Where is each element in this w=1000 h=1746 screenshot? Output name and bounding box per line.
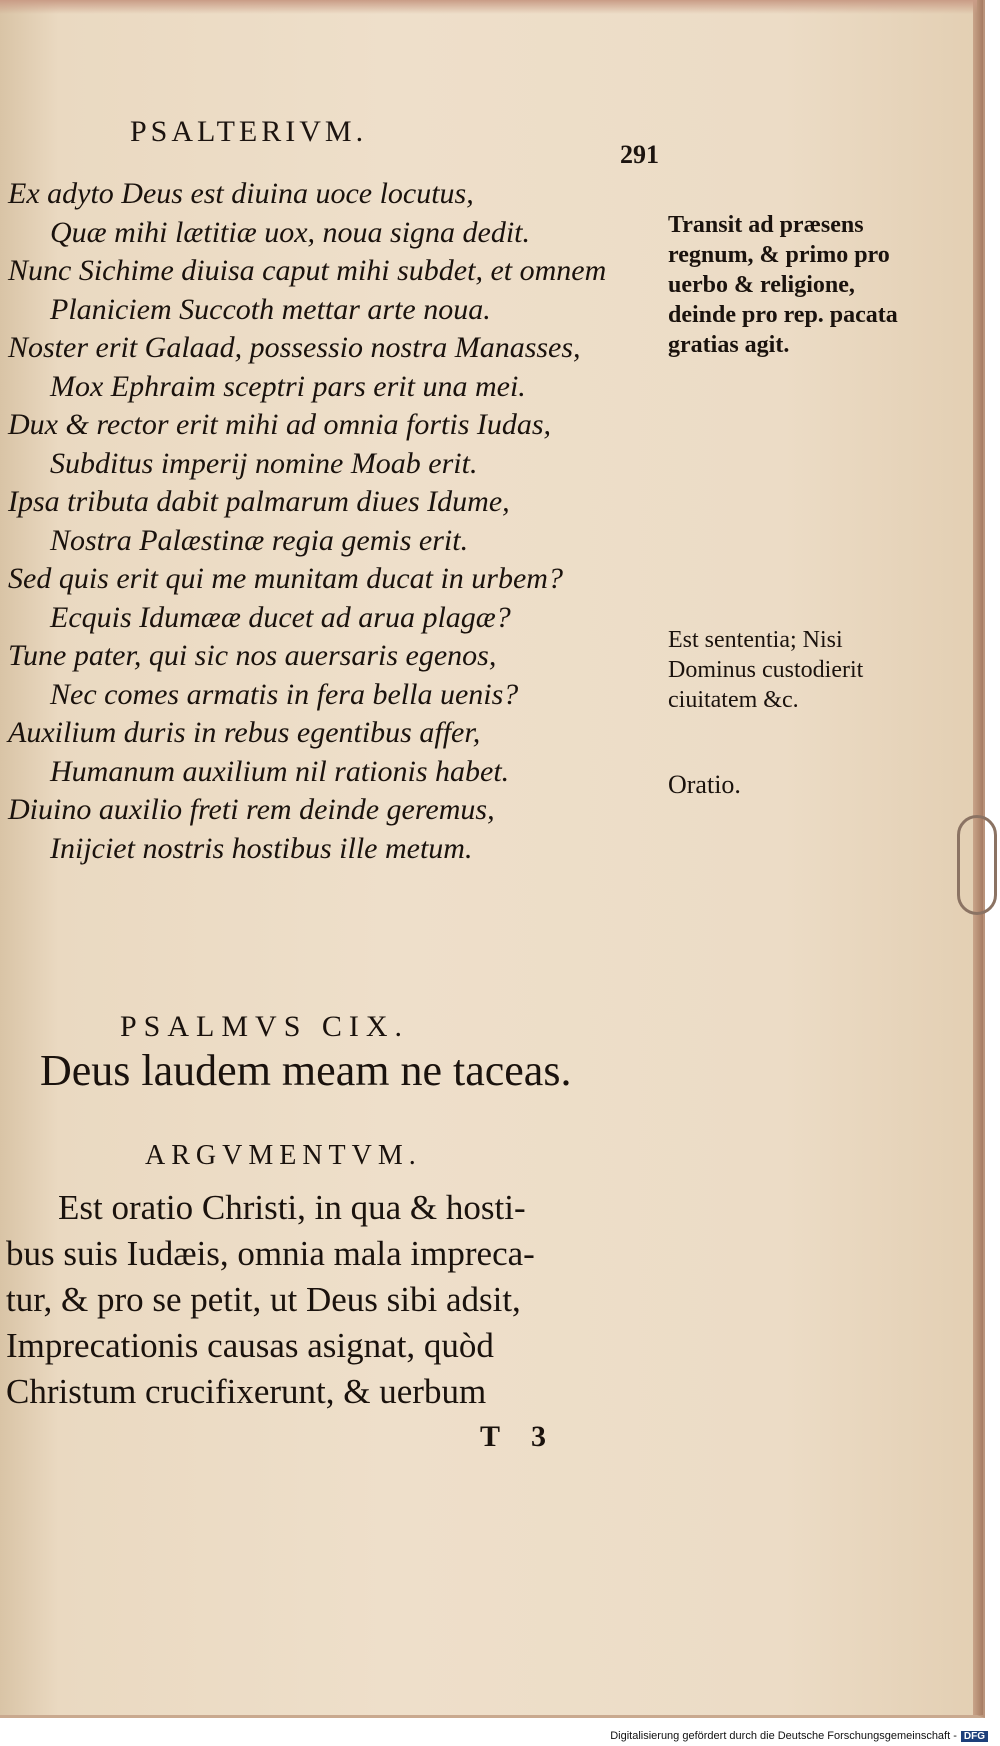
prose-line: Imprecationis causas asignat, quòd — [6, 1326, 494, 1365]
poem-line: Humanum auxilium nil rationis habet. — [50, 754, 510, 788]
prose-line: Christum crucifixerunt, & uerbum — [6, 1372, 487, 1411]
page-clip — [957, 815, 997, 915]
poem-line: Ipsa tributa dabit palmarum diues Idume, — [8, 485, 510, 518]
poem-line: Inijciet nostris hostibus ille metum. — [50, 831, 473, 865]
prose-line: tur, & pro se petit, ut Deus sibi adsit, — [6, 1280, 521, 1319]
signature-mark: T 3 — [480, 1420, 558, 1453]
psalm-title: PSALMVS CIX. — [120, 1010, 410, 1043]
poem-line: Mox Ephraim sceptri pars erit una mei. — [50, 369, 526, 403]
footer-text: Digitalisierung gefördert durch die Deutsche Forschungsgemeinschaft - — [610, 1730, 957, 1742]
argumentum-heading: ARGVMENTVM. — [145, 1140, 422, 1171]
footer-credit — [610, 1730, 988, 1742]
poem-line: Nostra Palæstinæ regia gemis erit. — [50, 523, 469, 557]
poem-line: Quæ mihi lætitiæ uox, noua signa dedit. — [50, 215, 531, 249]
poem-line: Noster erit Galaad, possessio nostra Manasses, — [8, 331, 581, 364]
prose-line: bus suis Iudæis, omnia mala impreca- — [6, 1234, 535, 1273]
dfg-logo-icon: DFG — [961, 1731, 988, 1742]
poem-line: Ex adyto Deus est diuina uoce locutus, — [8, 177, 474, 210]
argumentum-text — [6, 1185, 656, 1415]
poem-line: Diuino auxilio freti rem deinde geremus, — [8, 793, 495, 826]
prose-line: Est oratio Christi, in qua & hosti- — [58, 1188, 526, 1227]
poem-line: Planiciem Succoth mettar arte noua. — [50, 292, 491, 326]
margin-note: Oratio. — [668, 770, 741, 799]
poem-line: Nec comes armatis in fera bella uenis? — [50, 677, 519, 711]
margin-note: Est sententia; Nisi Dominus custodierit ciuitatem &c. — [668, 627, 864, 713]
poem-line: Nunc Sichime diuisa caput mihi subdet, et omnem — [8, 254, 607, 287]
poem — [8, 175, 668, 868]
poem-line: Ecquis Idumææ ducet ad arua plagæ? — [50, 600, 511, 634]
running-title: PSALTERIVM. — [130, 115, 368, 148]
page-number: 291 — [620, 140, 659, 169]
poem-line: Dux & rector erit mihi ad omnia fortis Iudas, — [8, 408, 552, 441]
psalm-incipit: Deus laudem meam ne taceas. — [40, 1046, 572, 1095]
poem-line: Tune pater, qui sic nos auersaris egenos, — [8, 639, 497, 672]
poem-line: Sed quis erit qui me munitam ducat in urbem? — [8, 562, 563, 595]
poem-line: Auxilium duris in rebus egentibus affer, — [8, 716, 481, 749]
poem-line: Subditus imperij nomine Moab erit. — [50, 446, 478, 480]
margin-note: Transit ad præsens regnum, & primo pro uerbo & religione, deinde pro rep. pacata gratias agit. — [668, 212, 898, 358]
